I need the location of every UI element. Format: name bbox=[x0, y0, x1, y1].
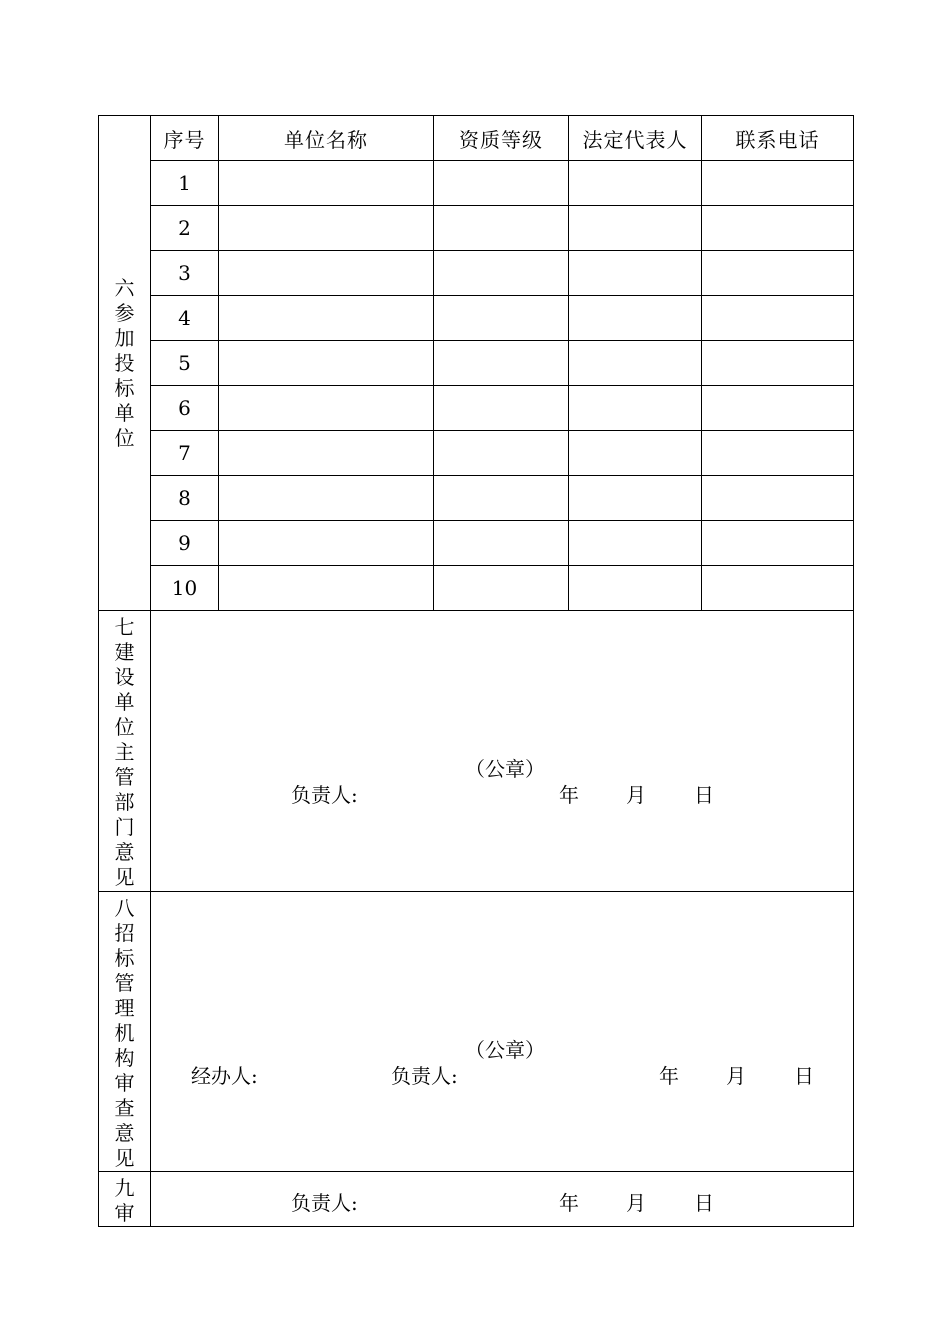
section8-row bbox=[99, 892, 854, 1172]
section7-month-label: 月 bbox=[626, 783, 646, 807]
qualification-cell[interactable] bbox=[434, 206, 569, 251]
header-unit-name: 单位名称 bbox=[219, 116, 434, 161]
row-number: 4 bbox=[151, 296, 219, 341]
phone-cell[interactable] bbox=[702, 251, 854, 296]
unit-name-cell[interactable] bbox=[219, 521, 434, 566]
unit-name-cell[interactable] bbox=[219, 251, 434, 296]
legal-rep-cell[interactable] bbox=[569, 566, 702, 611]
row-number: 2 bbox=[151, 206, 219, 251]
phone-cell[interactable] bbox=[702, 341, 854, 386]
section7-seal: （公章） bbox=[465, 757, 545, 781]
legal-rep-cell[interactable] bbox=[569, 296, 702, 341]
phone-cell[interactable] bbox=[702, 386, 854, 431]
header-phone: 联系电话 bbox=[702, 116, 854, 161]
header-seq: 序号 bbox=[151, 116, 219, 161]
section8-year-label: 年 bbox=[659, 1064, 679, 1088]
section9-body bbox=[151, 1172, 854, 1227]
section9-row bbox=[99, 1172, 854, 1227]
qualification-cell[interactable] bbox=[434, 521, 569, 566]
qualification-cell[interactable] bbox=[434, 341, 569, 386]
table-row bbox=[99, 386, 854, 431]
row-number: 3 bbox=[151, 251, 219, 296]
qualification-cell[interactable] bbox=[434, 296, 569, 341]
section9-responsible-label: 负责人: bbox=[291, 1191, 358, 1215]
unit-name-cell[interactable] bbox=[219, 296, 434, 341]
unit-name-cell[interactable] bbox=[219, 161, 434, 206]
table-row bbox=[99, 431, 854, 476]
qualification-cell[interactable] bbox=[434, 386, 569, 431]
row-number: 9 bbox=[151, 521, 219, 566]
unit-name-cell[interactable] bbox=[219, 386, 434, 431]
unit-name-cell[interactable] bbox=[219, 341, 434, 386]
section8-label: 八招标管理机构审查意见 bbox=[114, 896, 135, 1170]
table-row bbox=[99, 206, 854, 251]
section6-label: 六参加投标单位 bbox=[114, 275, 135, 450]
table-row bbox=[99, 161, 854, 206]
phone-cell[interactable] bbox=[702, 566, 854, 611]
section9-label: 九审 bbox=[114, 1176, 135, 1225]
table-row bbox=[99, 251, 854, 296]
table-row bbox=[99, 566, 854, 611]
phone-cell[interactable] bbox=[702, 476, 854, 521]
phone-cell[interactable] bbox=[702, 161, 854, 206]
section9-year-label: 年 bbox=[559, 1191, 579, 1215]
table-row bbox=[99, 476, 854, 521]
phone-cell[interactable] bbox=[702, 206, 854, 251]
phone-cell[interactable] bbox=[702, 431, 854, 476]
section7-year-label: 年 bbox=[559, 783, 579, 807]
section7-body bbox=[151, 611, 854, 892]
section6-label-cell bbox=[99, 116, 151, 611]
application-form-table bbox=[98, 115, 854, 1227]
legal-rep-cell[interactable] bbox=[569, 431, 702, 476]
section9-label-cell bbox=[99, 1172, 151, 1227]
row-number: 7 bbox=[151, 431, 219, 476]
qualification-cell[interactable] bbox=[434, 251, 569, 296]
row-number: 10 bbox=[151, 566, 219, 611]
section8-label-cell bbox=[99, 892, 151, 1172]
qualification-cell[interactable] bbox=[434, 431, 569, 476]
section7-day-label: 日 bbox=[694, 783, 714, 807]
unit-name-cell[interactable] bbox=[219, 206, 434, 251]
table-row bbox=[99, 521, 854, 566]
table-row bbox=[99, 341, 854, 386]
row-number: 5 bbox=[151, 341, 219, 386]
table-row bbox=[99, 296, 854, 341]
section7-label-cell bbox=[99, 611, 151, 892]
row-number: 1 bbox=[151, 161, 219, 206]
legal-rep-cell[interactable] bbox=[569, 206, 702, 251]
section8-month-label: 月 bbox=[726, 1064, 746, 1088]
row-number: 6 bbox=[151, 386, 219, 431]
section8-body bbox=[151, 892, 854, 1172]
phone-cell[interactable] bbox=[702, 296, 854, 341]
section7-row bbox=[99, 611, 854, 892]
section8-responsible-label: 负责人: bbox=[391, 1064, 458, 1088]
qualification-cell[interactable] bbox=[434, 161, 569, 206]
qualification-cell[interactable] bbox=[434, 566, 569, 611]
section7-label: 七建设单位主管部门意见 bbox=[114, 615, 135, 889]
section8-day-label: 日 bbox=[794, 1064, 814, 1088]
section8-handler-label: 经办人: bbox=[191, 1064, 258, 1088]
legal-rep-cell[interactable] bbox=[569, 476, 702, 521]
unit-name-cell[interactable] bbox=[219, 431, 434, 476]
section7-responsible-label: 负责人: bbox=[291, 783, 358, 807]
legal-rep-cell[interactable] bbox=[569, 341, 702, 386]
row-number: 8 bbox=[151, 476, 219, 521]
header-qualification: 资质等级 bbox=[434, 116, 569, 161]
legal-rep-cell[interactable] bbox=[569, 386, 702, 431]
qualification-cell[interactable] bbox=[434, 476, 569, 521]
unit-name-cell[interactable] bbox=[219, 566, 434, 611]
legal-rep-cell[interactable] bbox=[569, 161, 702, 206]
header-legal-rep: 法定代表人 bbox=[569, 116, 702, 161]
table-header-row bbox=[99, 116, 854, 161]
section8-seal: （公章） bbox=[465, 1038, 545, 1062]
unit-name-cell[interactable] bbox=[219, 476, 434, 521]
section9-month-label: 月 bbox=[626, 1191, 646, 1215]
section9-day-label: 日 bbox=[694, 1191, 714, 1215]
phone-cell[interactable] bbox=[702, 521, 854, 566]
legal-rep-cell[interactable] bbox=[569, 521, 702, 566]
legal-rep-cell[interactable] bbox=[569, 251, 702, 296]
